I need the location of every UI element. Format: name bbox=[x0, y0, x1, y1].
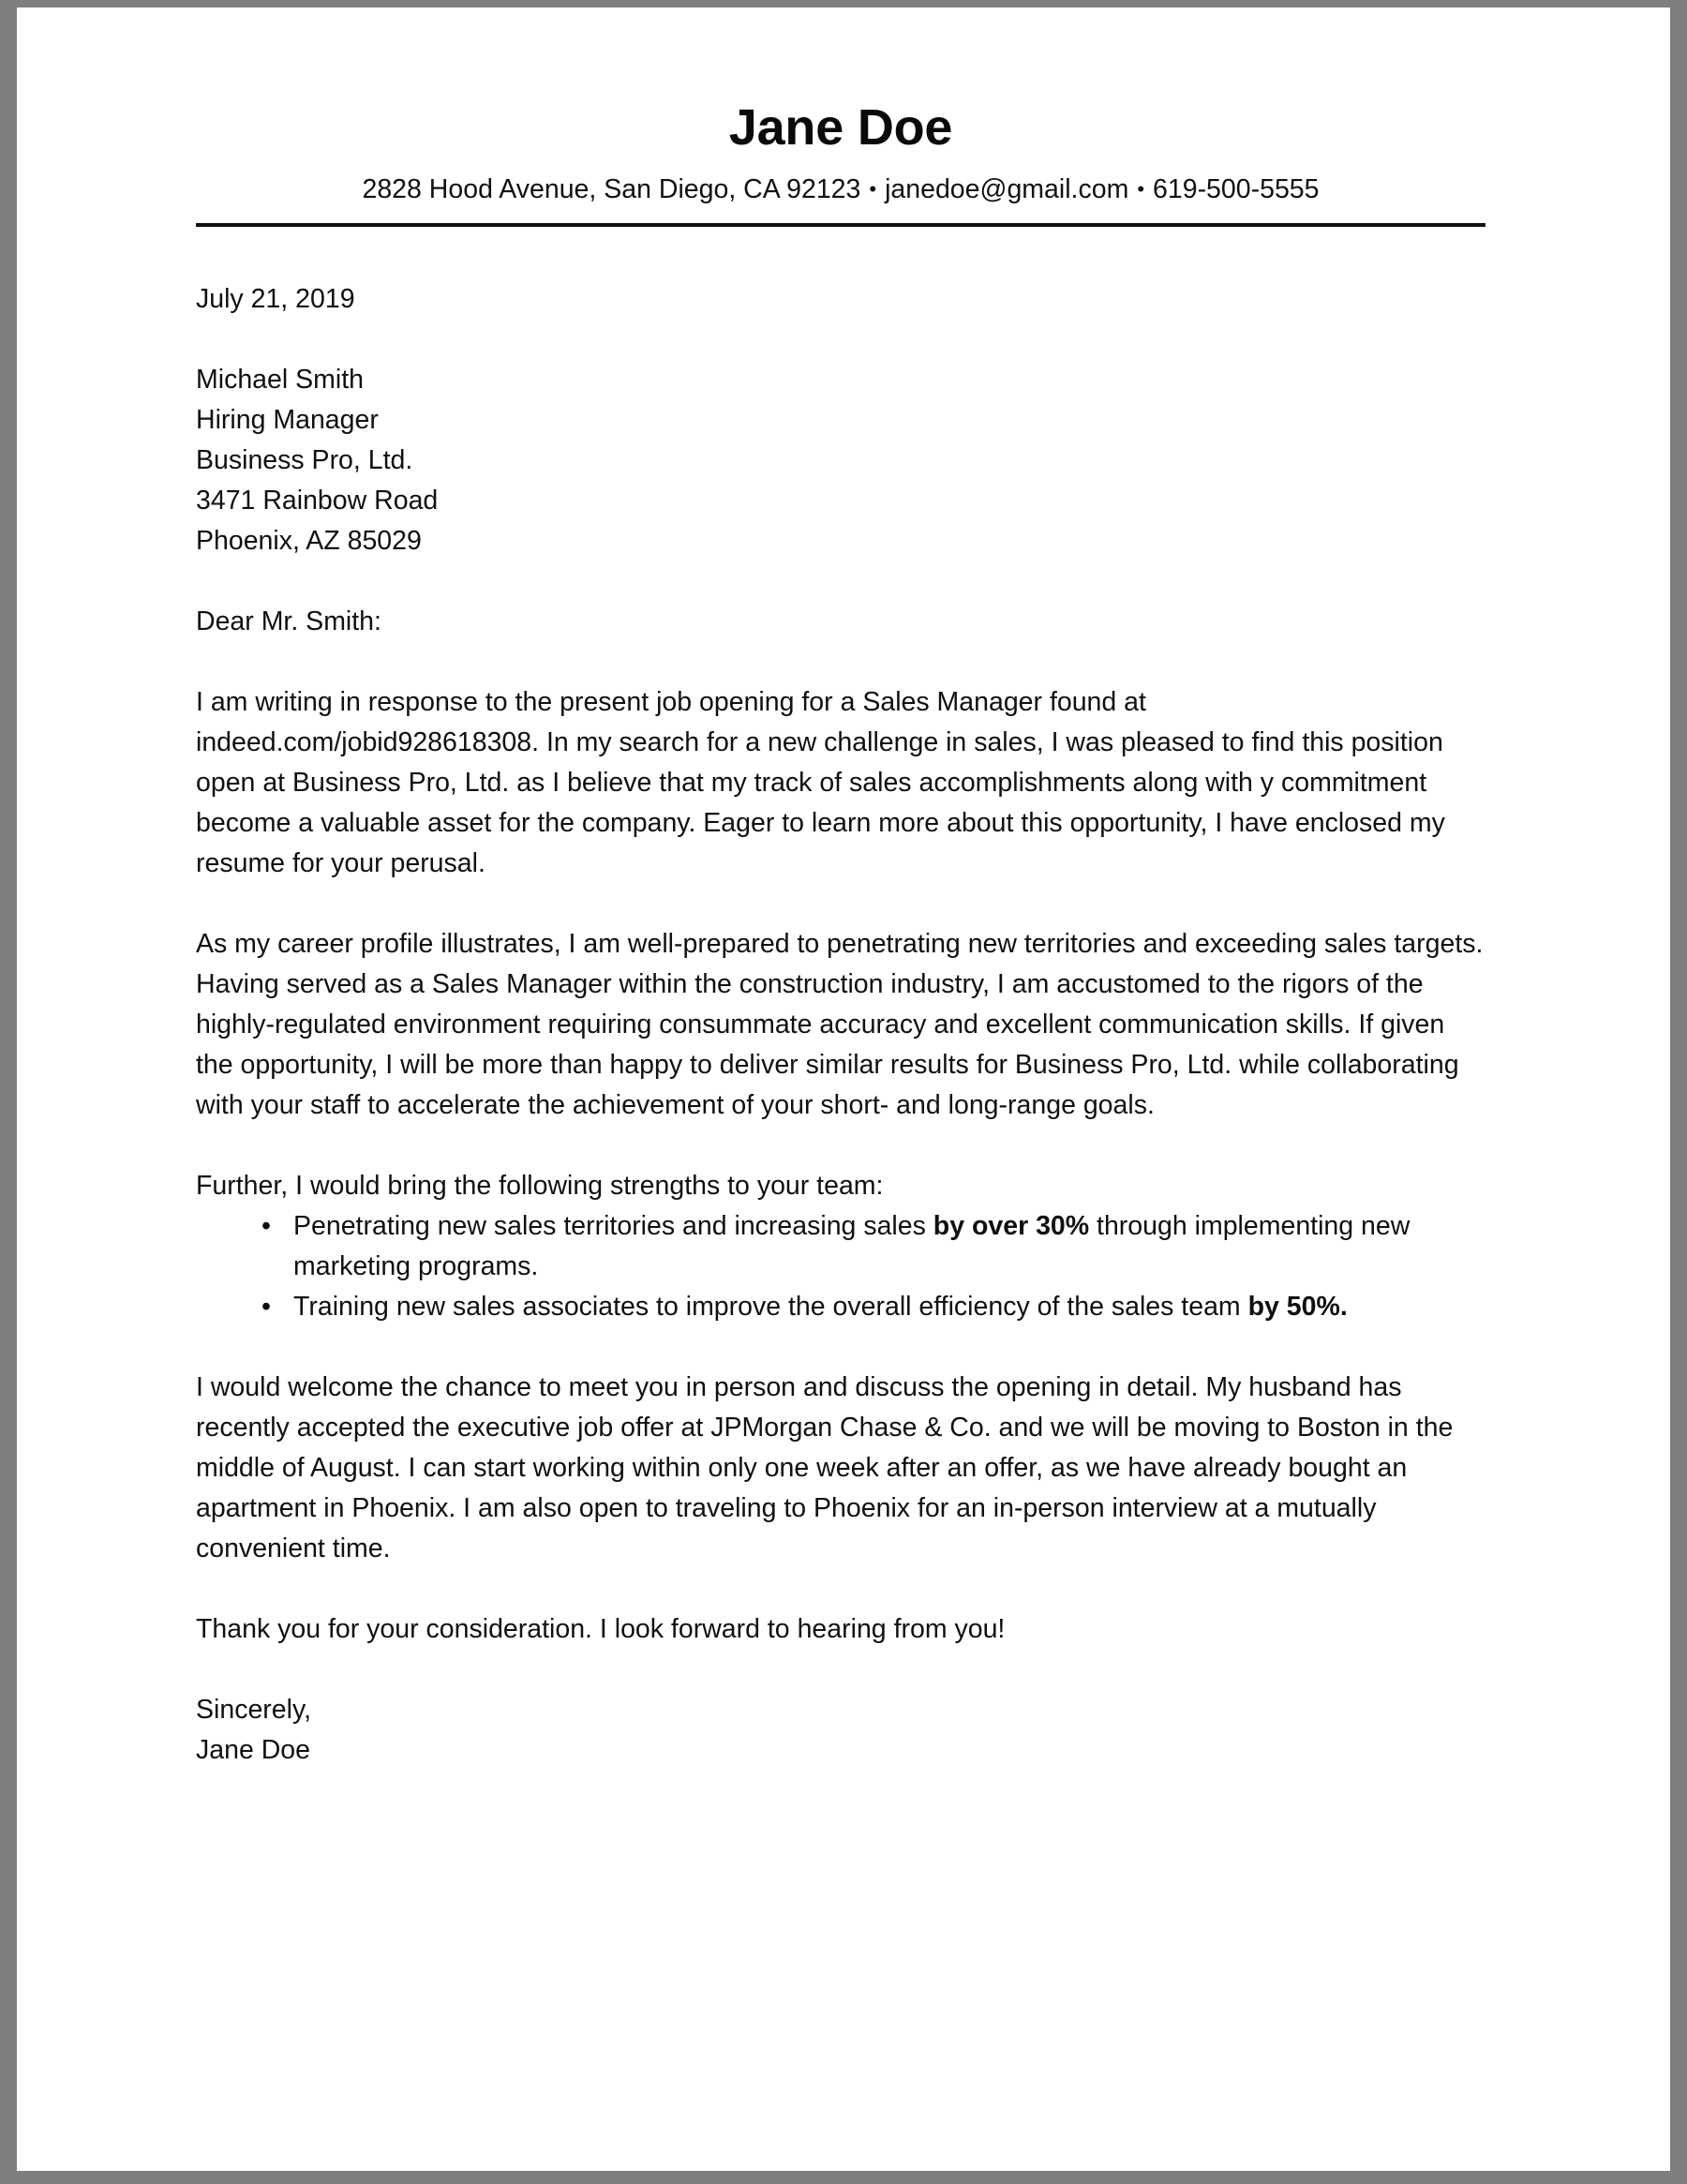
spacer bbox=[196, 561, 1485, 602]
contact-phone: 619-500-5555 bbox=[1153, 174, 1320, 205]
applicant-name: Jane Doe bbox=[728, 99, 953, 156]
recipient-street: 3471 Rainbow Road bbox=[196, 486, 439, 516]
list-item-prefix: Training new sales associates to improve the overall efficiency of the sales team bbox=[293, 1292, 1248, 1323]
paragraph-4: Thank you for your consideration. I look forward to hearing from you! bbox=[196, 1614, 1006, 1645]
strengths-list bbox=[196, 1206, 1485, 1327]
salutation: Dear Mr. Smith: bbox=[196, 606, 381, 637]
paragraph-2: As my career profile illustrates, I am well-prepared to penetrating new territories and exceeding sales targets. Having served as a Sales Manager within the construction industry, I am accustomed to the rigors of the highly-regulated environment requiring consummate accuracy and excellent communication skills. If given the opportunity, I will be more than happy to deliver similar results for Business Pro, Ltd. while collaborating with your staff to accelerate the achievement of your short- and long-range goals. bbox=[196, 929, 1484, 1121]
letter-body bbox=[196, 279, 1485, 1771]
spacer bbox=[196, 1650, 1485, 1690]
list-item bbox=[196, 1206, 1485, 1287]
list-item-prefix: Penetrating new sales territories and increasing sales bbox=[293, 1211, 933, 1242]
spacer bbox=[196, 884, 1485, 924]
contact-line bbox=[196, 172, 1485, 207]
letter-date: July 21, 2019 bbox=[196, 284, 355, 315]
signature-name: Jane Doe bbox=[196, 1735, 311, 1766]
list-item-suffix: through implementing new marketing programs. bbox=[293, 1211, 1411, 1282]
recipient-company: Business Pro, Ltd. bbox=[196, 445, 413, 476]
recipient-block bbox=[196, 360, 1485, 561]
letterhead bbox=[196, 7, 1485, 227]
strengths-intro: Further, I would bring the following strengths to your team: bbox=[196, 1171, 884, 1202]
bullet-icon: • bbox=[261, 1292, 271, 1323]
list-item-text bbox=[293, 1211, 1410, 1281]
recipient-city-state-zip: Phoenix, AZ 85029 bbox=[196, 526, 422, 557]
contact-email: janedoe@gmail.com bbox=[885, 174, 1129, 205]
spacer bbox=[196, 1126, 1485, 1166]
recipient-name: Michael Smith bbox=[196, 365, 364, 396]
list-item-text bbox=[293, 1292, 1348, 1322]
list-item-highlight: by 50%. bbox=[1247, 1292, 1348, 1323]
signature-block bbox=[196, 1690, 1485, 1771]
bullet-separator-icon: • bbox=[1137, 177, 1145, 202]
page-frame bbox=[17, 7, 1670, 2171]
cover-letter bbox=[196, 7, 1485, 1771]
document-sheet bbox=[17, 7, 1670, 2171]
header-divider bbox=[196, 223, 1485, 227]
paragraph-1: I am writing in response to the present job opening for a Sales Manager found at indeed.com/jobid928618308. In my search for a new challenge in sales, I was pleased to find this position open at Business Pro, Ltd. as I believe that my track of sales accomplishments along with y commitment become a valuable asset for the company. Eager to learn more about this opportunity, I have enclosed my resume for your perusal. bbox=[196, 687, 1445, 879]
spacer bbox=[196, 1327, 1485, 1368]
spacer bbox=[196, 320, 1485, 360]
spacer bbox=[196, 1569, 1485, 1609]
list-item-highlight: by over 30% bbox=[933, 1211, 1090, 1242]
list-item bbox=[196, 1287, 1485, 1327]
paragraph-3: I would welcome the chance to meet you in person and discuss the opening in detail. My husband has recently accepted the executive job offer at JPMorgan Chase & Co. and we will be moving to Boston in the middle of August. I can start working within only one week after an offer, as we have already bought an apartment in Phoenix. I am also open to traveling to Phoenix for an in-person interview at a mutually convenient time. bbox=[196, 1372, 1454, 1564]
closing: Sincerely, bbox=[196, 1695, 312, 1726]
spacer bbox=[196, 642, 1485, 682]
contact-address: 2828 Hood Avenue, San Diego, CA 92123 bbox=[362, 174, 861, 205]
bullet-separator-icon: • bbox=[869, 177, 877, 202]
recipient-title: Hiring Manager bbox=[196, 405, 379, 436]
bullet-icon: • bbox=[261, 1211, 271, 1242]
